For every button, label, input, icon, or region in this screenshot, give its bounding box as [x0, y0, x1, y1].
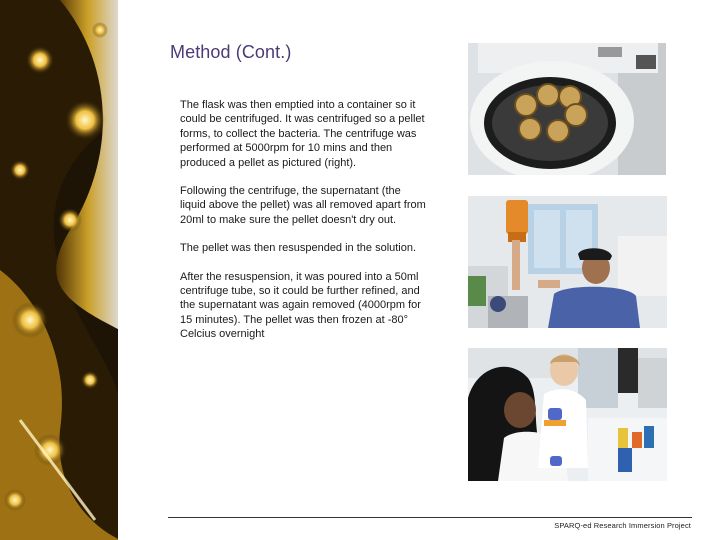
gold-swirl-decoration [0, 0, 120, 540]
researcher-holding-flask-photo [468, 196, 667, 328]
paragraph-resuspension: The pellet was then resuspended in the solution. [180, 242, 417, 255]
paragraph-refinement: After the resuspension, it was poured into a 50ml centrifuge tube, so it could be further refined, and the supernatant was again removed (4000rpm for 15 minutes). The pellet was then frozen at -80° Celcius overnight [180, 270, 421, 341]
footer-text: SPARQ-ed Research Immersion Project [554, 521, 691, 530]
paragraph-centrifuge: The flask was then emptied into a container so it could be centrifuged. It was centrifuged so a pellet forms, to collect the bacteria. The centrifuge was performed at 5000rpm for 10 mins and then produced a pellet as pictured (right). [180, 99, 425, 169]
paragraph-supernatant: Following the centrifuge, the supernatant (the liquid above the pellet) was all removed apart from 20ml to make sure the pellet doesn't dry out. [180, 185, 426, 226]
lab-students-photo [468, 348, 667, 481]
slide-title: Method (Cont.) [170, 42, 292, 62]
footer-divider [168, 517, 692, 518]
body-text [180, 98, 426, 356]
centrifuge-photo [468, 43, 666, 175]
